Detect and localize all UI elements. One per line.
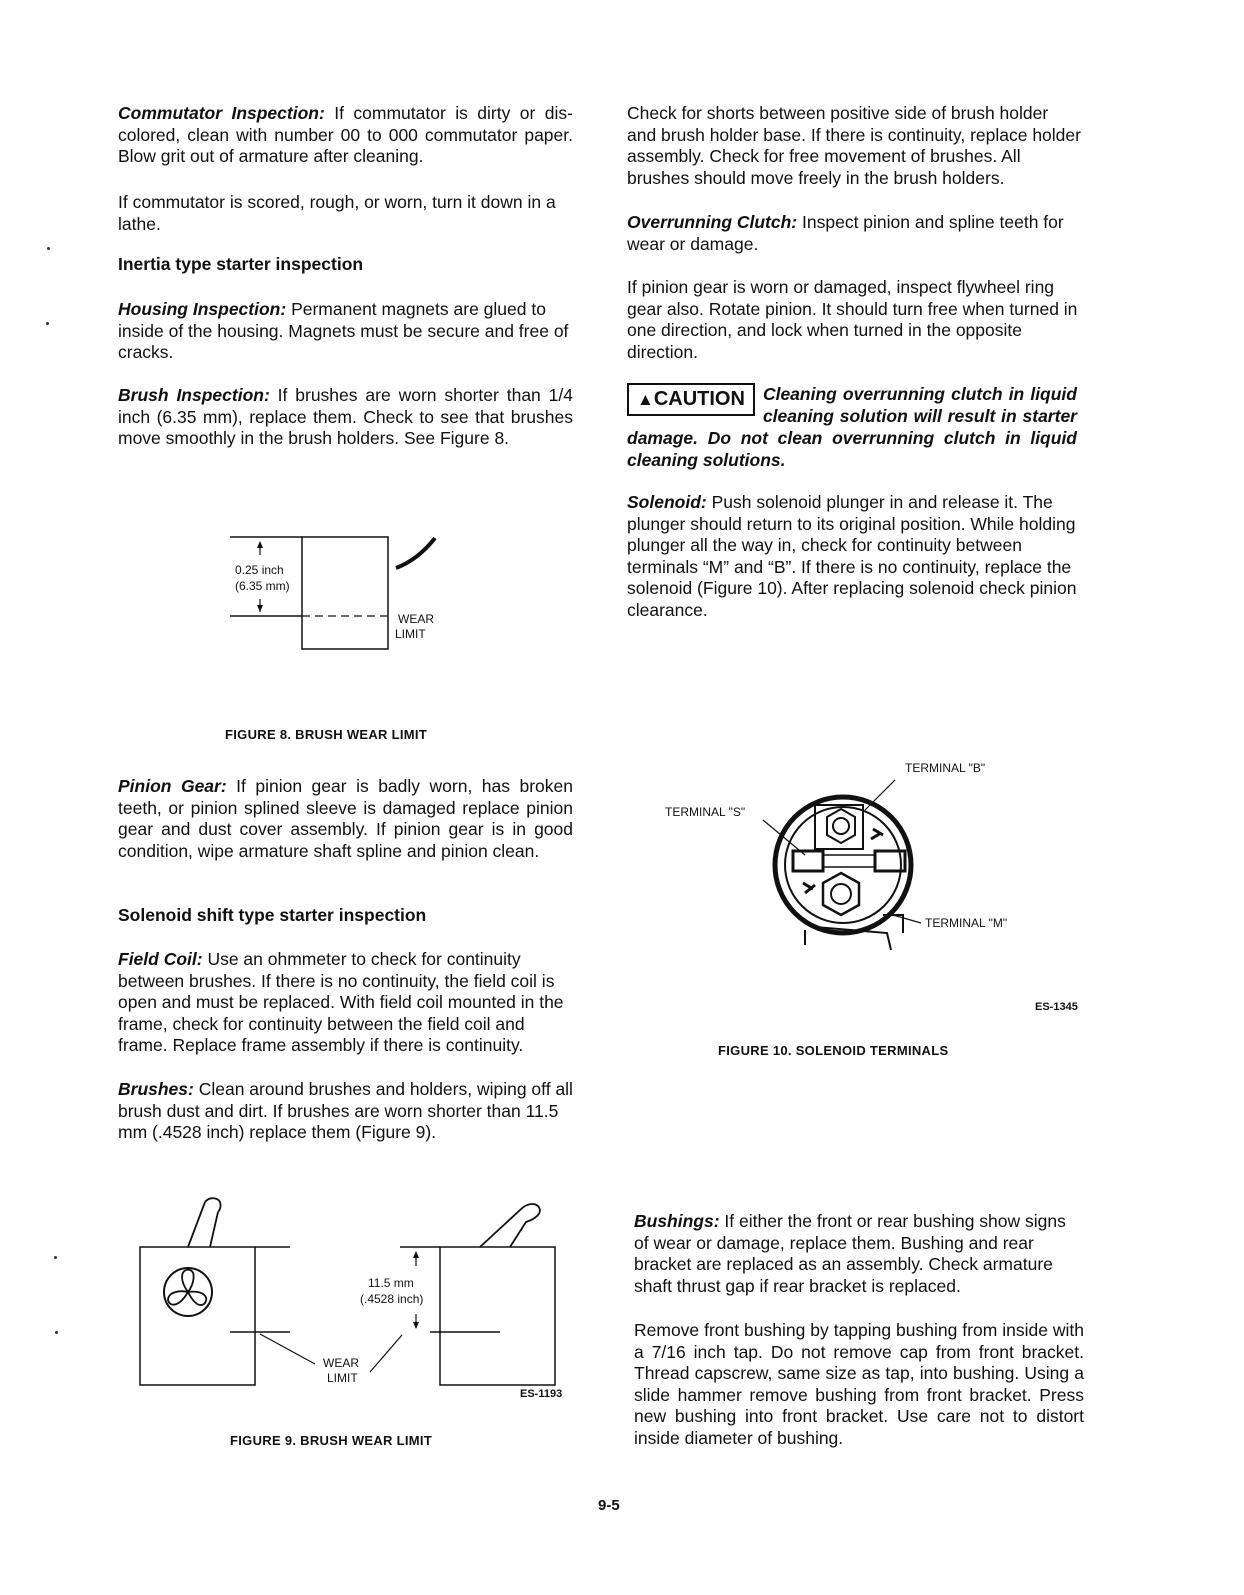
field-text: Use an ohmmeter to check for continuity between brushes. If there is no continuity, the field coil is open and must be replaced. With field coil mounted in the frame, check for continuity between the field coil and frame. Replace frame assembly if there is continuity. [118, 949, 564, 1055]
clutch-text: Inspect pinion and spline teeth for wear or damage. [627, 212, 1064, 254]
margin-dot [55, 1331, 58, 1334]
bushings-text-2: Remove front bushing by tapping bushing from inside with a 7/16 inch tap. Do not remove cap from front bracket. Thread capscrew, same size as tap, into bushing. Using a slide hammer remove bushing from front bracket. Press new bushing into front bracket. Use care not to distort inside diameter of bushing. [634, 1320, 1084, 1448]
fig8-lead-wire [396, 538, 435, 568]
fig9-left-rect [140, 1247, 255, 1385]
inertia-heading: Inertia type starter inspection [118, 254, 364, 274]
fig9-dim1: 11.5 mm [368, 1276, 414, 1290]
margin-dot [54, 1256, 57, 1259]
page-number: 9-5 [598, 1497, 620, 1514]
pinion-paragraph [118, 776, 573, 862]
margin-dot [47, 247, 50, 250]
fig9-code: ES-1193 [520, 1388, 563, 1400]
fig10-nut-bottom [823, 873, 859, 915]
solenoid-text: Push solenoid plunger in and release it. The plunger should return to its original position. While holding plunger all the way in, check for continuity between terminals “M” and “B”. If there is no continuity, replace the solenoid (Figure 10). After replacing solenoid check pinion clearance. [627, 492, 1077, 620]
shorts-paragraph [627, 103, 1082, 189]
clutch-title: Overrunning Clutch: [627, 212, 798, 232]
margin-dot [46, 322, 49, 325]
brushes-title: Brushes: [118, 1079, 194, 1099]
brush-paragraph [118, 385, 573, 450]
caution-icon: ▲ [637, 390, 654, 409]
fig10-code: ES-1345 [1035, 1001, 1078, 1013]
brush-title: Brush Inspection: [118, 385, 270, 405]
commutator-paragraph [118, 103, 573, 168]
fig9-dim2: (.4528 inch) [360, 1292, 424, 1306]
bushings-paragraph [634, 1211, 1084, 1297]
housing-paragraph [118, 299, 573, 364]
solenoid-heading: Solenoid shift type starter inspection [118, 905, 427, 925]
field-title: Field Coil: [118, 949, 203, 969]
fig9-wear: WEAR [323, 1356, 359, 1370]
fig10-terminal-b: TERMINAL "B" [905, 761, 986, 775]
solenoid-title: Solenoid: [627, 492, 707, 512]
figure-9-diagram [130, 1192, 590, 1407]
fig8-limit: LIMIT [395, 627, 426, 641]
fig8-brush-rect [302, 537, 388, 649]
solenoid-paragraph [627, 492, 1082, 621]
fig9-left-lead [188, 1202, 218, 1247]
bushings-paragraph-2 [634, 1320, 1084, 1449]
housing-title: Housing Inspection: [118, 299, 287, 319]
fig8-dim1: 0.25 inch [235, 563, 284, 577]
fig9-right-rect [440, 1247, 555, 1385]
fig10-terminal-s: TERMINAL "S" [665, 805, 746, 819]
caution-text: Cleaning overrunning clutch in liquid cleaning solution will result in starter damage. Do not clean overrunning clutch in liquid cleaning solutions. [627, 384, 1077, 470]
figure-10-diagram [655, 755, 1095, 1020]
pinion-title: Pinion Gear: [118, 776, 227, 796]
commutator-text-2: If commutator is scored, rough, or worn, turn it down in a lathe. [118, 192, 556, 234]
brushes-text: Clean around brushes and holders, wiping off all brush dust and dirt. If brushes are worn shorter than 11.5 mm (.4528 inch) replace them (Figure 9). [118, 1079, 573, 1142]
pinion-gear-text: If pinion gear is worn or damaged, inspect flywheel ring gear also. Rotate pinion. It should turn free when turned in one direction, and lock when turned in the opposite direction. [627, 277, 1078, 362]
figure-8-diagram [220, 530, 460, 655]
fig10-terminal-m: TERMINAL "M" [925, 916, 1008, 930]
fig8-wear: WEAR [398, 612, 434, 626]
brush-text: If brushes are worn shorter than 1/4 inch (6.35 mm), replace them. Check to see that brushes move smoothly in the brush holders. See Figure 8. [118, 385, 573, 448]
field-paragraph [118, 949, 573, 1057]
pinion-text: If pinion gear is badly worn, has broken teeth, or pinion splined sleeve is damaged replace pinion gear and dust cover assembly. If pinion gear is in good condition, wipe armature shaft spline and pinion clean. [118, 776, 574, 861]
shorts-text: Check for shorts between positive side of brush holder and brush holder base. If there is continuity, replace holder assembly. Check for free movement of brushes. All brushes should move freely in the brush holders. [627, 103, 1081, 188]
fig8-dim2: (6.35 mm) [235, 579, 290, 593]
commutator-title: Commutator Inspection: [118, 103, 325, 123]
clutch-paragraph [627, 212, 1082, 255]
fig9-right-lead [480, 1204, 540, 1247]
fig10-nut-top [827, 809, 855, 843]
caution-label-box [627, 383, 755, 416]
commutator-text: If commutator is dirty or dis-colored, clean with number 00 to 000 commutator paper. Blow grit out of armature after cleaning. [118, 103, 573, 166]
brushes-paragraph [118, 1079, 573, 1144]
pinion-gear-paragraph [627, 277, 1082, 363]
commutator-paragraph-2 [118, 192, 573, 235]
figure-9-caption: FIGURE 9. BRUSH WEAR LIMIT [230, 1433, 433, 1448]
bushings-title: Bushings: [634, 1211, 720, 1231]
figure-10-caption: FIGURE 10. SOLENOID TERMINALS [718, 1043, 949, 1058]
housing-text: Permanent magnets are glued to inside of the housing. Magnets must be secure and free of cracks. [118, 299, 569, 362]
bushings-text: If either the front or rear bushing show signs of wear or damage, replace them. Bushing and rear bracket are replaced as an assembly. Check armature shaft thrust gap if rear bracket is replaced. [634, 1211, 1066, 1296]
fig9-limit: LIMIT [327, 1371, 358, 1385]
caution-block [627, 383, 1077, 471]
caution-label: CAUTION [653, 388, 745, 410]
figure-8-caption: FIGURE 8. BRUSH WEAR LIMIT [225, 727, 428, 742]
